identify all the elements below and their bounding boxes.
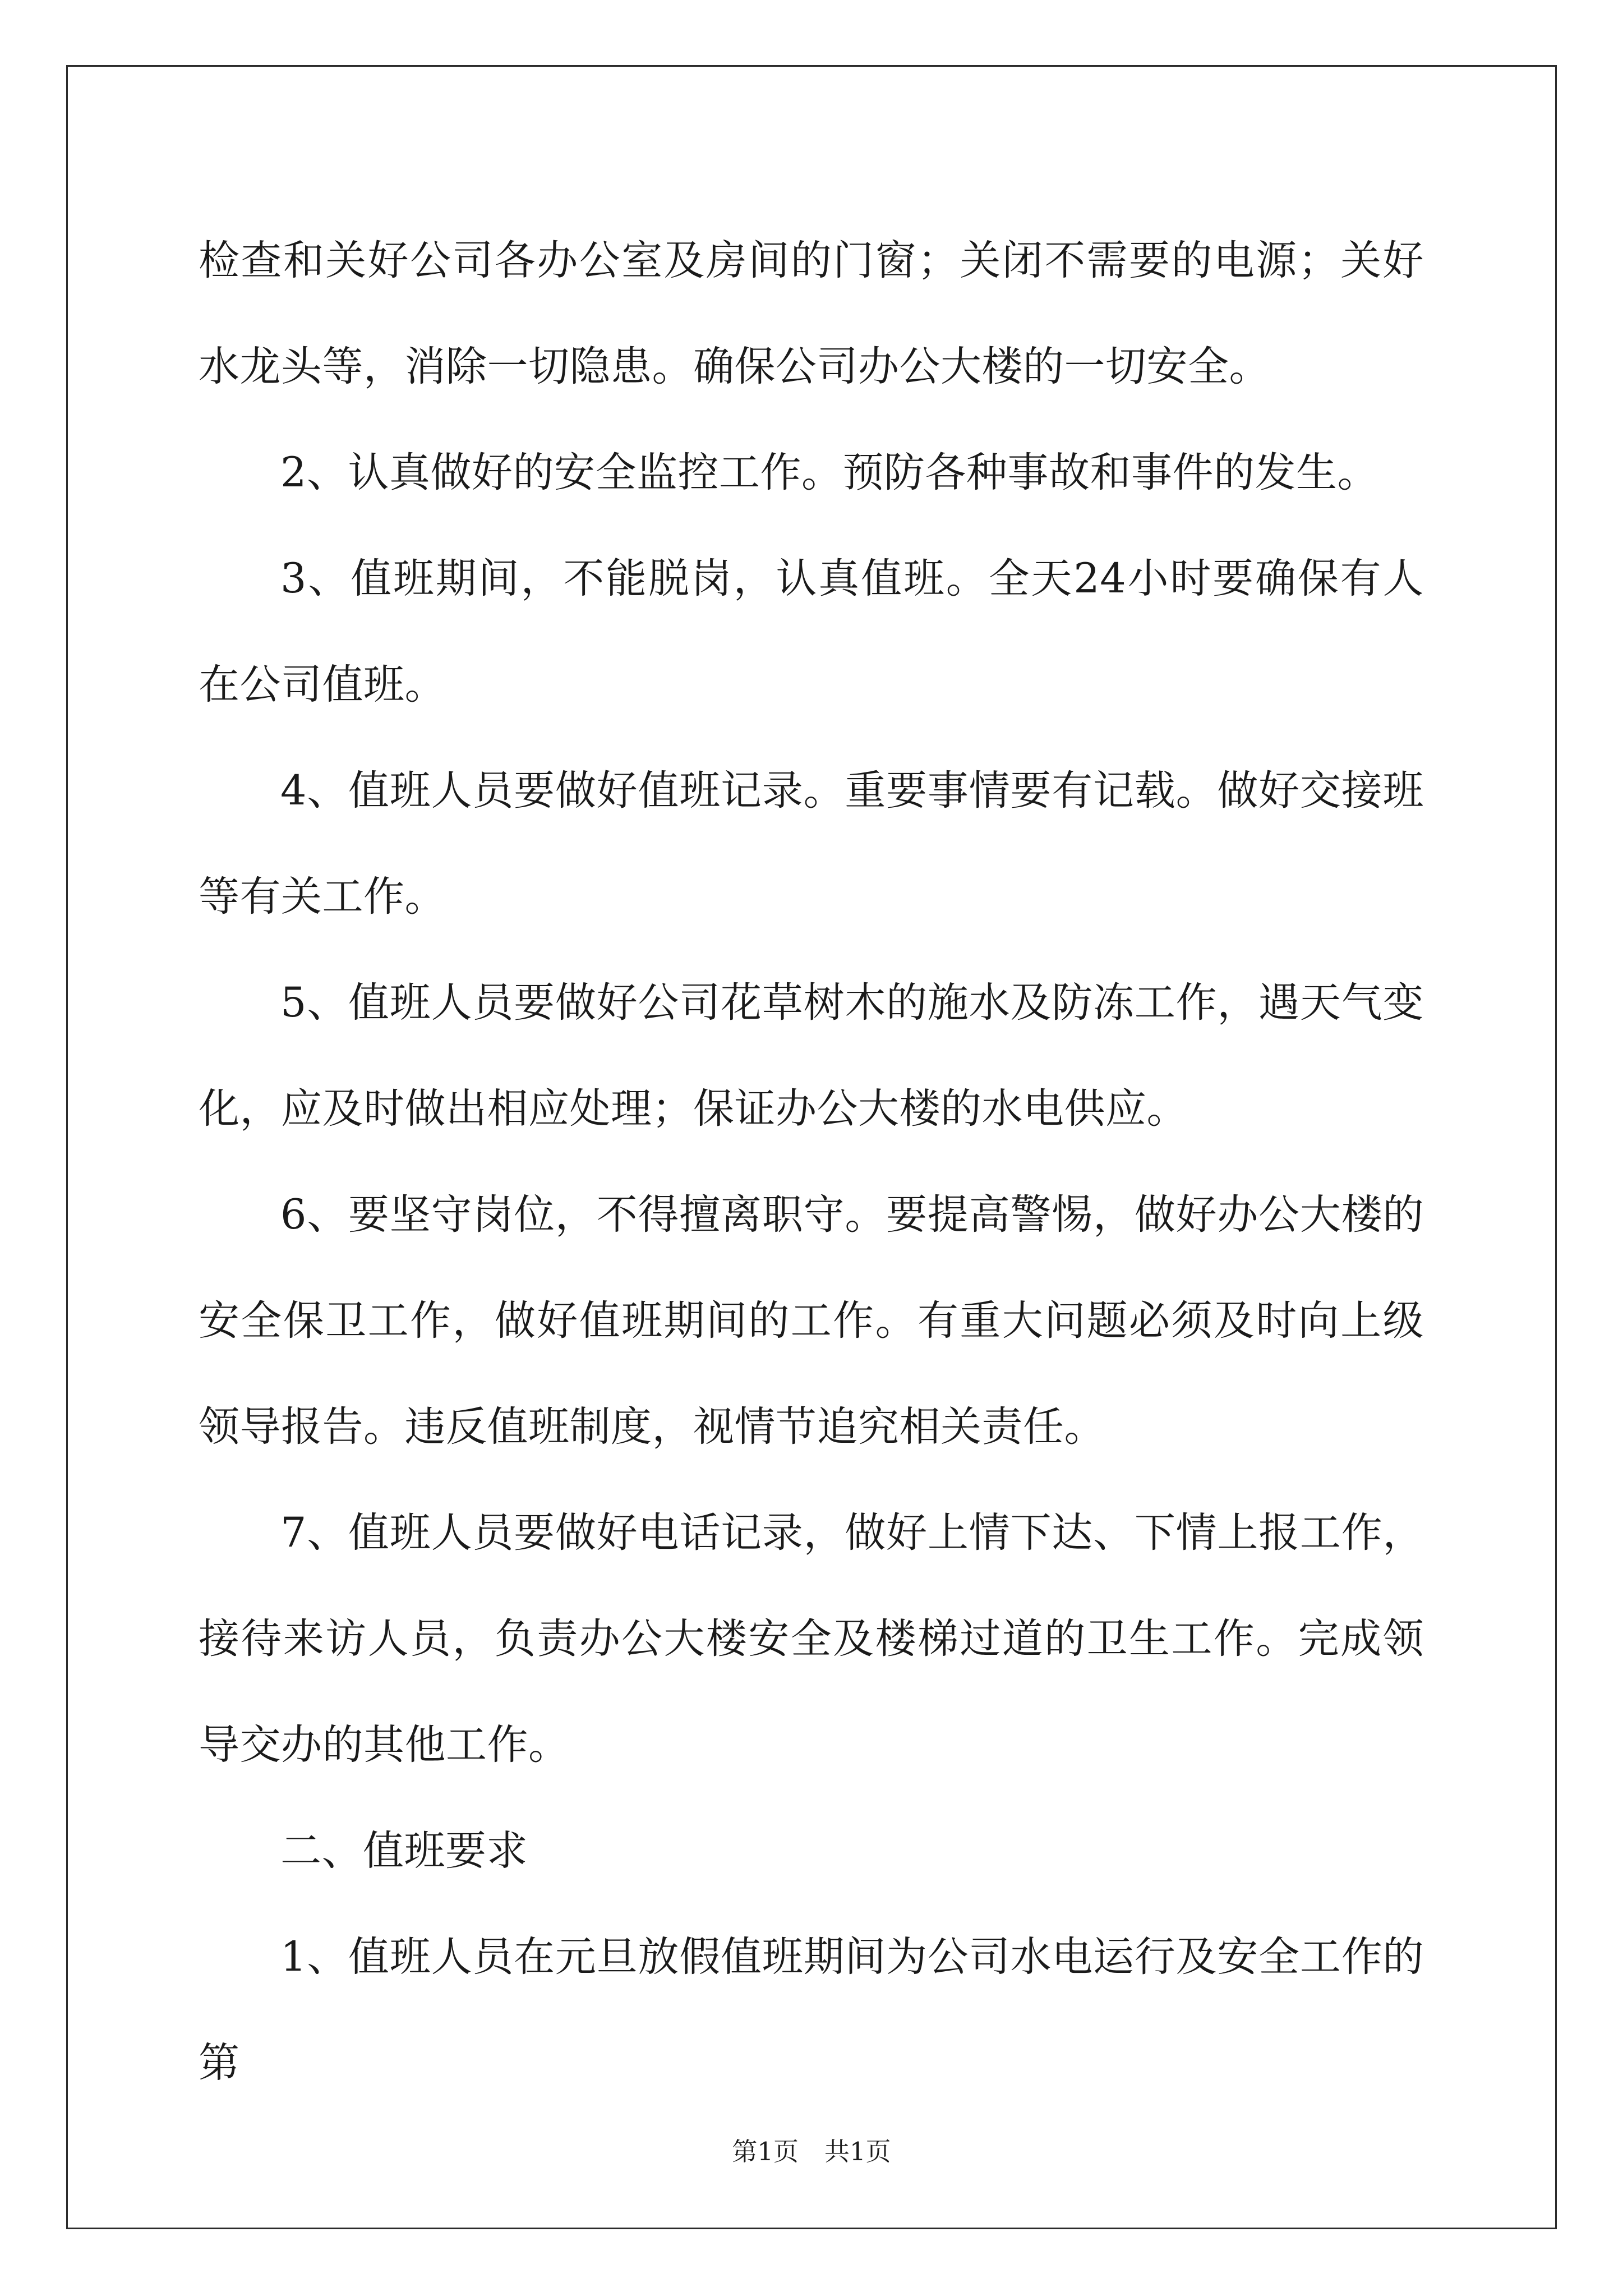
- paragraph: 5、值班人员要做好公司花草树木的施水及防冻工作，遇天气变化，应及时做出相应处理；保证办公大楼的水电供应。: [199, 979, 1424, 1133]
- paragraph: 2、认真做好的安全监控工作。预防各种事故和事件的发生。: [280, 449, 1378, 496]
- paragraph: 7、值班人员要做好电话记录，做好上情下达、下情上报工作，接待来访人员，负责办公大楼安全及楼梯过道的卫生工作。完成领导交办的其他工作。: [199, 1509, 1424, 1769]
- paragraph: 3、值班期间，不能脱岗，认真值班。全天24小时要确保有人在公司值班。: [199, 555, 1424, 708]
- paragraph: 6、要坚守岗位，不得擅离职守。要提高警惕，做好办公大楼的安全保卫工作，做好值班期间的工作。有重大问题必须及时向上级领导报告。违反值班制度，视情节追究相关责任。: [199, 1191, 1424, 1451]
- page-footer: [0, 2135, 1623, 2169]
- page-number: 第1页: [732, 2137, 799, 2166]
- section-heading: 二、值班要求: [280, 1827, 528, 1875]
- paragraph: 4、值班人员要做好值班记录。重要事情要有记载。做好交接班等有关工作。: [199, 767, 1424, 921]
- paragraph: 检查和关好公司各办公室及房间的门窗；关闭不需要的电源；关好水龙头等，消除一切隐患。确保公司办公大楼的一切安全。: [199, 237, 1424, 390]
- paragraph: 1、值班人员在元旦放假值班期间为公司水电运行及安全工作的第: [199, 1933, 1424, 2087]
- document-body: [199, 208, 1424, 2116]
- total-pages: 共1页: [824, 2137, 891, 2166]
